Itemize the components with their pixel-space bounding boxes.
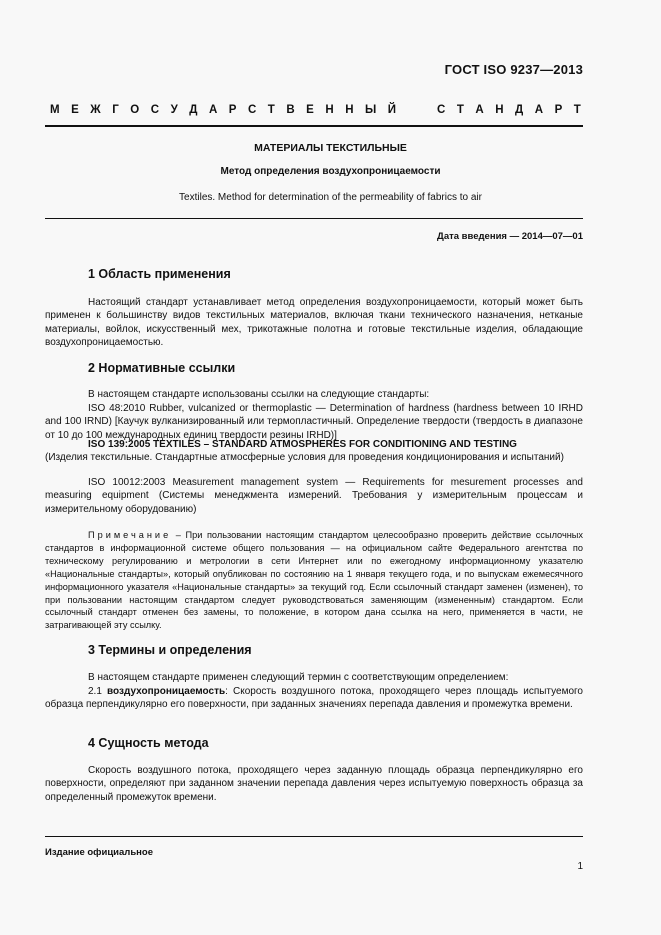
title-rule (45, 218, 583, 219)
document-code: ГОСТ ISO 9237—2013 (444, 62, 583, 77)
section-heading-scope: 1 Область применения (88, 267, 231, 281)
banner-letter: А (208, 104, 218, 116)
banner-letter: Г (112, 104, 119, 116)
reference-iso-10012: ISO 10012:2003 Measurement management system — Requirements for mesurement processes and measuring equipment (Системы менеджмента измерений. Требования у измерительным процессам и измерительному оборудованию) (45, 477, 583, 515)
reference-iso-48: ISO 48:2010 Rubber, vulcanized or thermoplastic — Determination of hardness (hardness between 10 IRHD and 100 IRND) [Каучук вулканизированный или термопластичный. Определение твердости (твердость в диапазоне от 10 до 100 международных единиц твердости резины IRHD)] (45, 403, 583, 441)
reference-iso-139 (45, 438, 583, 465)
header-rule (45, 125, 583, 127)
document-title: МАТЕРИАЛЫ ТЕКСТИЛЬНЫЕ (254, 142, 407, 154)
introduction-date: Дата введения — 2014—07—01 (437, 231, 583, 242)
banner-letter: М (50, 104, 60, 116)
banner-letter: Р (228, 104, 237, 116)
banner-letter: Ж (90, 104, 101, 116)
banner-letter (408, 104, 411, 116)
method-paragraph: Скорость воздушного потока, проходящего через заданную площадь образца перпендикулярно его поверхности, определяют при заданном значении перепада давления через испытуемую поверхность образца за определенный промежуток времени. (45, 765, 583, 803)
interstate-standard-banner (50, 104, 581, 116)
term-text: : Скорость воздушного потока, проходящего через площадь испытуемого образца перпендикулярно его поверхности, при заданных значениях перепада давления и промежутка времени. (45, 686, 583, 711)
references-intro: В настоящем стандарте использованы ссылки на следующие стандарты: (88, 389, 430, 400)
banner-letter: Н (495, 104, 504, 116)
document-subtitle: Метод определения воздухопроницаемости (220, 166, 441, 177)
english-title: Textiles. Method for determination of the permeability of fabrics to air (179, 192, 482, 203)
banner-letter: А (534, 104, 544, 116)
note-text: – При пользовании настоящим стандартом целесообразно проверить действие ссылочных стандартов в информационной системе общего пользования — на официальном сайте Федерального агентства по техническому регулированию и метрологии в сети Интернет или по ежегодному информационному указателю «Национальные стандарты», который опубликован по состоянию на 1 января текущего года, и по выпускам ежемесячного информационного указателя «Национальные стандарты» за текущий год. Если ссылочный стандарт заменен (изменен), то при пользовании настоящим стандартом следует руководствоваться заменяющим (измененным) стандартом. Если ссылочный стандарт отменен без замены, то положение, в котором дана ссылка на него, применяется в части, не затрагивающей эту ссылку. (45, 530, 583, 631)
banner-letter: С (437, 104, 446, 116)
banner-letter: О (130, 104, 140, 116)
official-edition-label: Издание официальное (45, 847, 153, 858)
terms-intro: В настоящем стандарте применен следующий термин с соответствующим определением: (88, 672, 509, 683)
section-heading-references: 2 Нормативные ссылки (88, 361, 236, 375)
page-number: 1 (577, 861, 583, 872)
banner-letter: Т (573, 104, 581, 116)
section-heading-terms: 3 Термины и определения (88, 643, 252, 657)
banner-letter: Е (71, 104, 79, 116)
term-definition (45, 685, 583, 712)
banner-letter: Т (456, 104, 464, 116)
term-name: воздухопроницаемость (107, 686, 226, 697)
reference-iso-139-code: ISO 139:2005 TEXTILES – STANDARD ATMOSPHERES FOR CONDITIONING AND TESTING (88, 439, 517, 450)
references-note (45, 529, 583, 632)
banner-letter (422, 104, 425, 116)
banner-letter: В (286, 104, 295, 116)
banner-letter: Д (189, 104, 198, 116)
reference-iso-139-translation: (Изделия текстильные. Стандартные атмосферные условия для проведения кондиционирования и испытаний) (45, 452, 564, 464)
section-heading-method: 4 Сущность метода (88, 736, 209, 750)
banner-letter: С (150, 104, 160, 116)
banner-letter: А (475, 104, 484, 116)
footer-rule (45, 836, 583, 837)
note-label: Примечание (88, 530, 172, 540)
banner-letter: Ы (365, 104, 377, 116)
banner-letter: Н (325, 104, 334, 116)
banner-letter: У (170, 104, 178, 116)
banner-letter: Р (554, 104, 563, 116)
term-number: 2.1 (88, 686, 108, 697)
banner-letter: Д (515, 104, 524, 116)
banner-letter: Й (387, 104, 397, 116)
scope-paragraph: Настоящий стандарт устанавливает метод определения воздухопроницаемости, который может быть применен к большинству видов текстильных материалов, включая ткани технического назначения, нетканые материалы, войлок, искусственный мех, трикотажные полотна и готовые текстильные изделия, обладающие воздухопроницаемостью. (45, 297, 583, 349)
banner-letter: С (247, 104, 257, 116)
banner-letter: Т (267, 104, 275, 116)
banner-letter: Н (345, 104, 354, 116)
banner-letter: Е (306, 104, 314, 116)
